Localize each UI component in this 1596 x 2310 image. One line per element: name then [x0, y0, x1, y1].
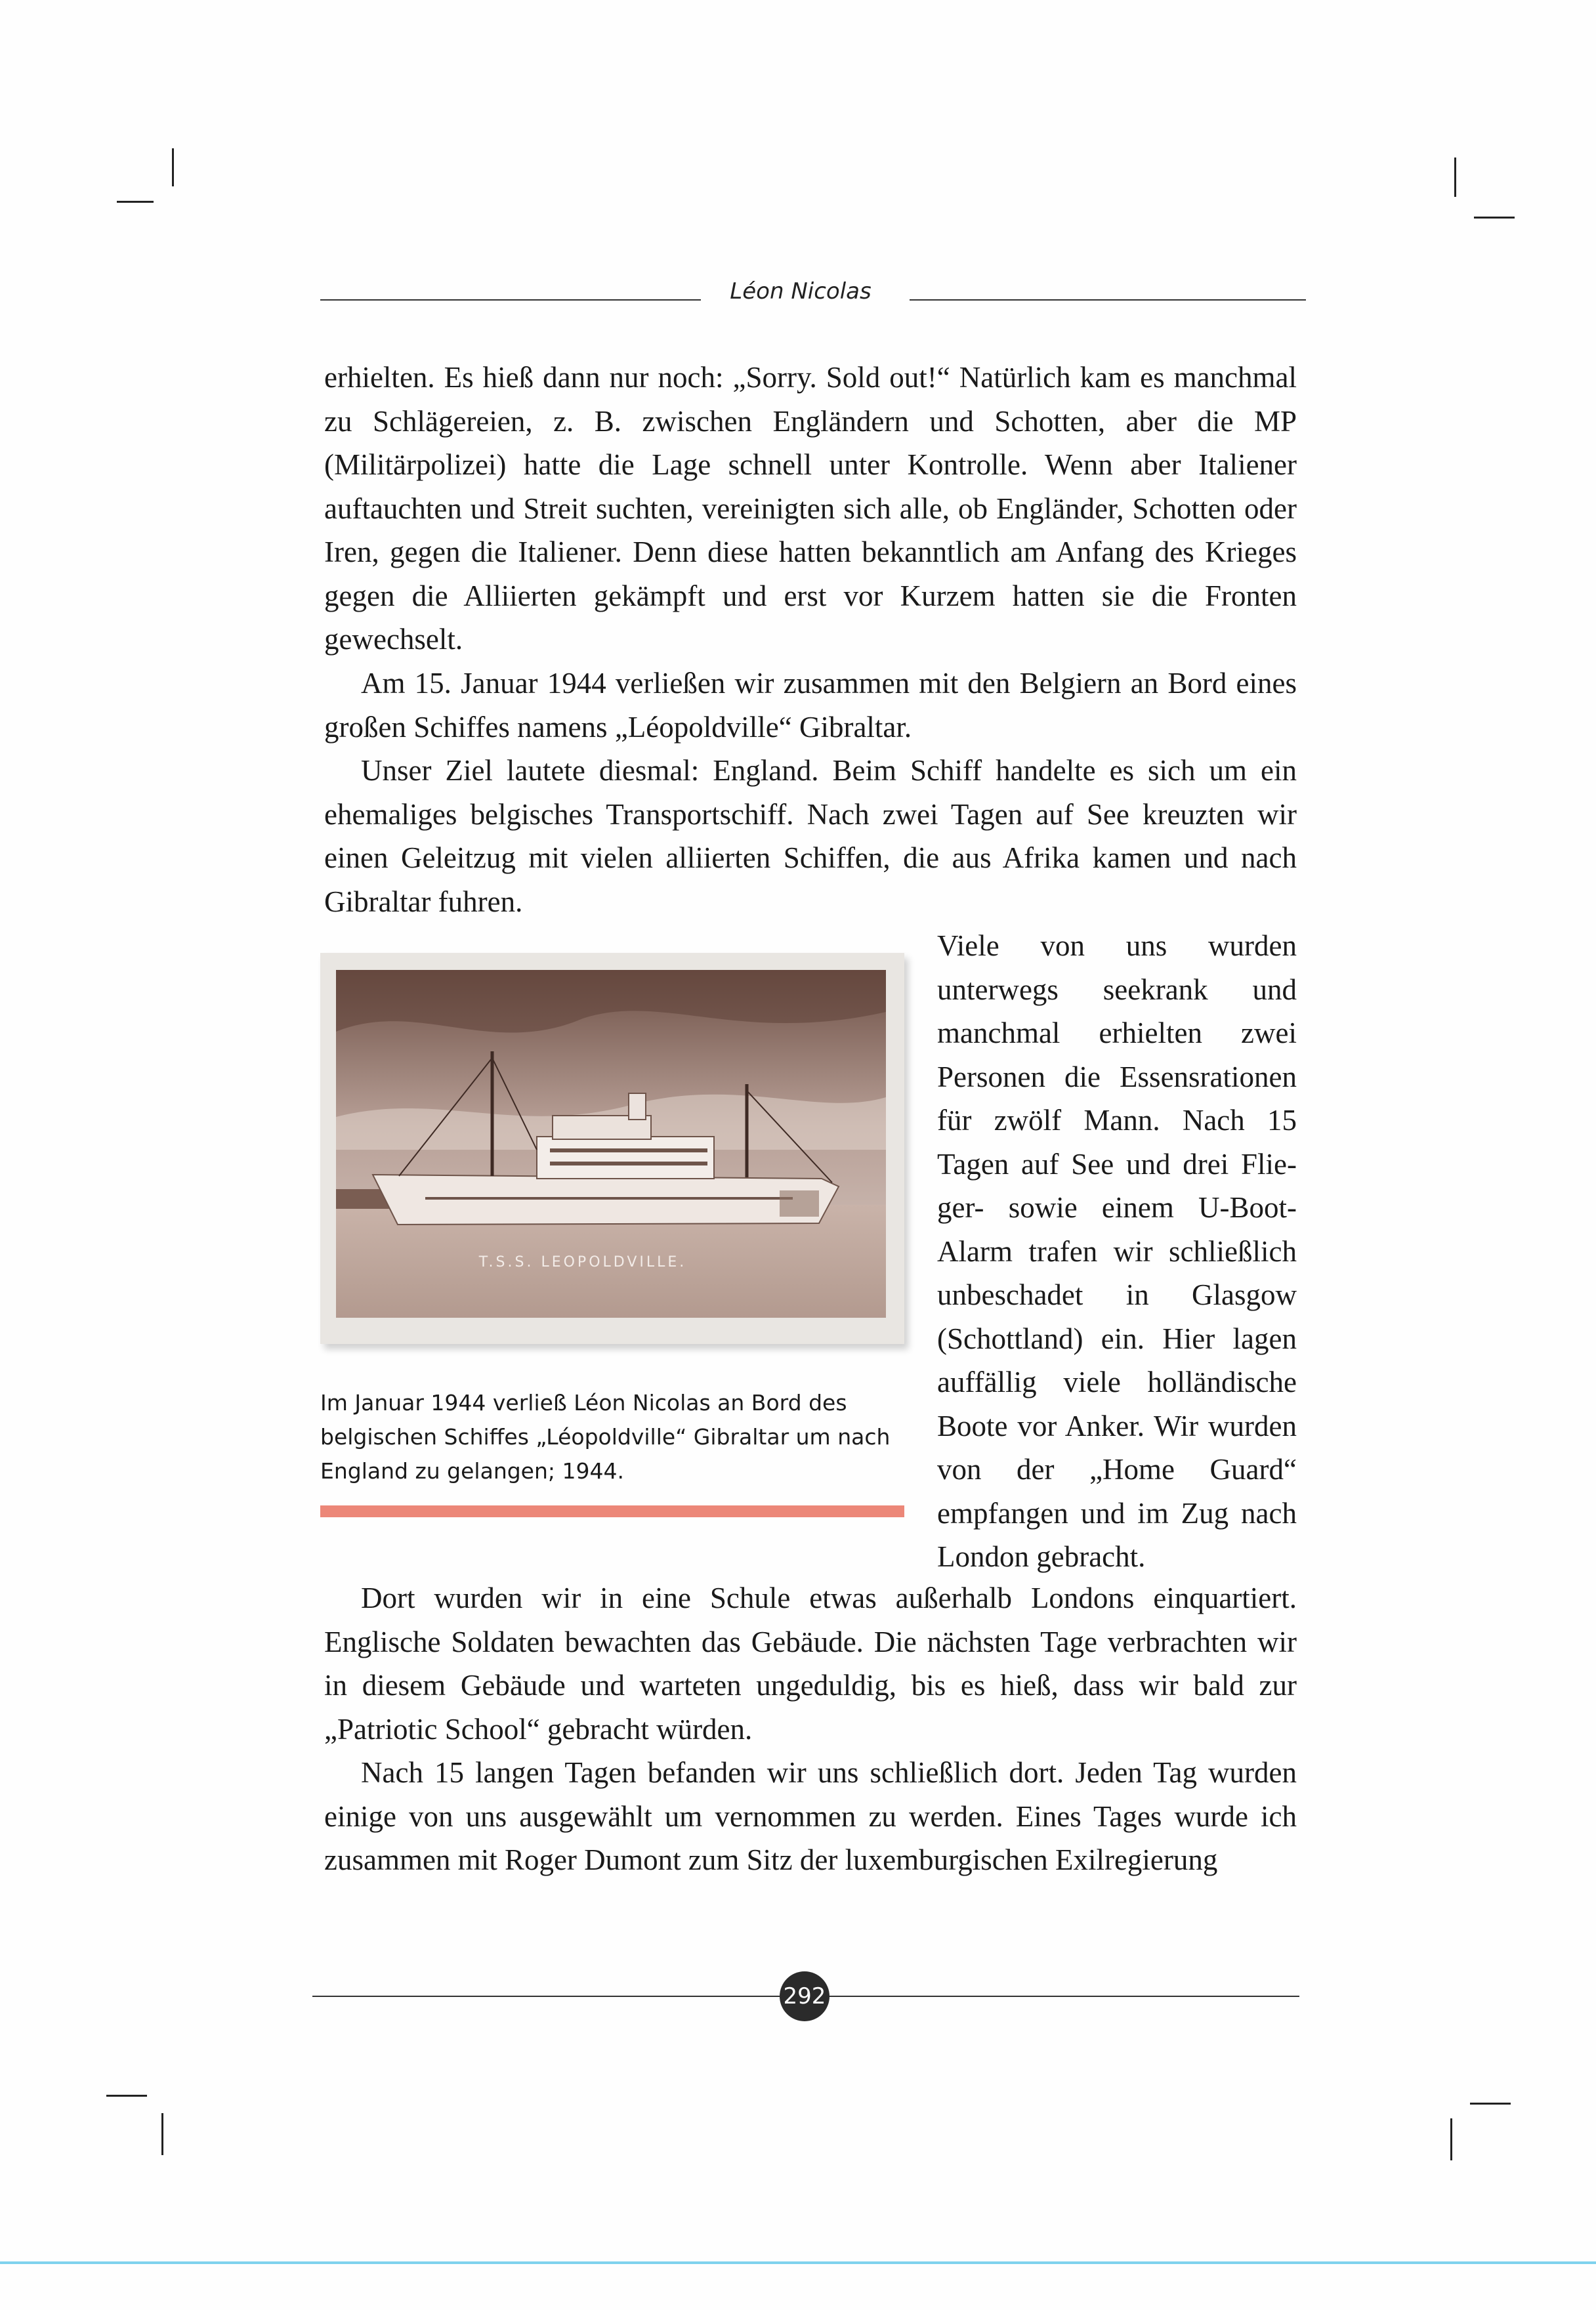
caption-accent-bar — [320, 1505, 904, 1517]
crop-mark-bottom-left-horizontal — [106, 2095, 147, 2097]
footer-rule-left — [312, 1996, 780, 1997]
crop-mark-bottom-right-horizontal — [1470, 2103, 1511, 2105]
ship-photo-illustration — [320, 953, 904, 1344]
crop-mark-bottom-left-vertical — [161, 2113, 163, 2155]
footer-rule-right — [830, 1996, 1299, 1997]
paragraph-6: Nach 15 langen Tagen befanden wir uns schließlich dort. Jeden Tag wurden einige von uns ausgewählt um vernommen zu werden. Eines Tages wurde ich zusammen mit Roger Dumont zum Sitz der luxemburgischen Exilregierung — [324, 1756, 1297, 1876]
header-rule-left — [320, 299, 701, 301]
ship-name-label: T.S.S. LEOPOLDVILLE. — [478, 1254, 687, 1270]
paragraph-2: Am 15. Januar 1944 verließen wir zusammen mit den Belgiern an Bord eines großen Schiffes namens „Léopoldville“ Gibraltar. — [324, 667, 1297, 744]
page-edge-line — [0, 2261, 1596, 2264]
crop-mark-top-left-vertical — [172, 148, 174, 186]
photo-caption: Im Januar 1944 verließ Léon Nicolas an Bord des belgischen Schiffes „Léopoldville“ Gibraltar um nach England zu gelangen; 1944. — [320, 1390, 891, 1484]
paragraph-1: erhielten. Es hieß dann nur noch: „Sorry. Sold out!“ Natürlich kam es manchmal zu Schlägereien, z. B. zwischen Engländern und Schotten, aber die MP (Militärpolizei) hatte die Lage schnell unter Kontrolle. Wenn aber Italiener auftauchten und Streit suchten, vereinigten sich alle, ob Engländer, Schotten oder Iren, gegen die Italiener. Denn diese hatten bekanntlich am Anfang des Krieges gegen die Alliierten gekämpft und erst vor Kurzem hatten sie die Fronten gewechselt. — [324, 361, 1297, 656]
crop-mark-top-right-horizontal — [1474, 217, 1515, 219]
right-column-paragraph: Viele von uns wurden unterwegs seekrank und manchmal erhielten zwei Personen die Essensrationen für zwölf Mann. Nach 15 Tagen auf See und drei Flieger- sowie einem U-Boot-Alarm trafen wir schließlich unbeschadet in Glasgow (Schottland) ein. Hier lagen auffällig viele holländische Boote vor Anker. Wir wurden von der „Home Guard“ empfangen und im Zug nach London gebracht. — [937, 929, 1297, 1573]
crop-mark-bottom-right-vertical — [1450, 2118, 1452, 2160]
running-head-title: Léon Nicolas — [730, 278, 872, 304]
crop-mark-top-right-vertical — [1454, 158, 1456, 197]
header-rule-right — [910, 299, 1306, 301]
page-number-badge: 292 — [780, 1971, 830, 2021]
paragraph-3: Unser Ziel lautete diesmal: England. Beim Schiff handelte es sich um ein ehemaliges belgisches Transportschiff. Nach zwei Tagen auf See kreuzten wir einen Geleitzug mit vielen alliierten Schiffen, die aus Afrika kamen und nach Gibraltar fuhren. — [324, 754, 1297, 918]
ship-photograph — [320, 953, 904, 1344]
crop-mark-top-left-horizontal — [117, 201, 154, 203]
paragraph-5: Dort wurden wir in eine Schule etwas außerhalb Londons einquartiert. Englische Soldaten bewachten das Gebäude. Die nächsten Tage verbrachten wir in diesem Gebäude und warteten ungeduldig, bis es hieß, dass wir bald zur „Patriotic School“ gebracht würden. — [324, 1582, 1297, 1746]
